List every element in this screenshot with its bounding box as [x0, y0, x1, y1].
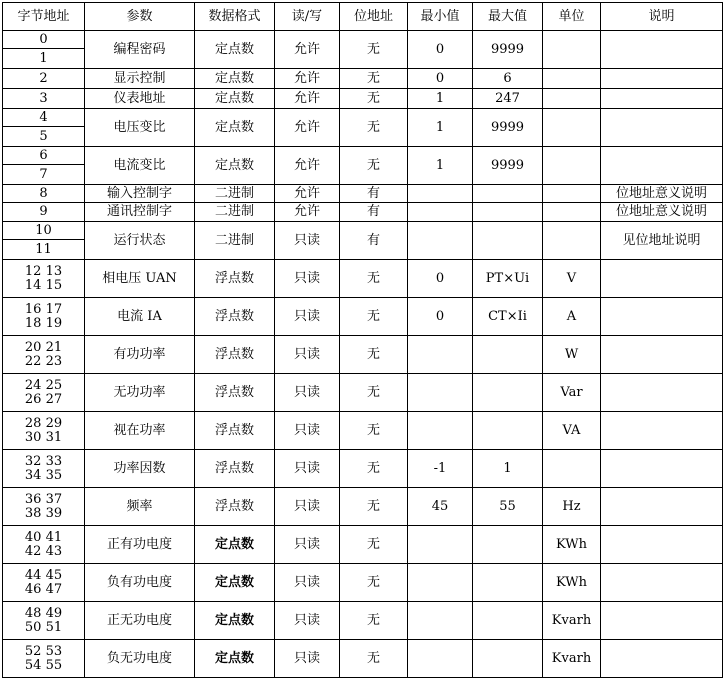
register-table-container — [2, 2, 723, 678]
byte-address-cell — [3, 298, 85, 336]
data-format-cell: 浮点数 — [195, 260, 275, 298]
table-row — [3, 488, 723, 526]
bit-address-cell: 无 — [340, 31, 408, 69]
description-cell — [601, 69, 723, 89]
unit-cell — [543, 203, 601, 222]
parameter-cell: 负有功电度 — [85, 564, 195, 602]
min-value-cell: 1 — [408, 147, 473, 185]
read-write-cell: 允许 — [275, 203, 340, 222]
header-min-value: 最小值 — [408, 3, 473, 31]
byte-address-line: 26 27 — [24, 391, 63, 407]
header-max-value: 最大值 — [473, 3, 543, 31]
header-byte-address: 字节地址 — [3, 3, 85, 31]
parameter-cell: 正无功电度 — [85, 602, 195, 640]
table-row — [3, 89, 723, 109]
table-row — [3, 185, 723, 203]
byte-address-line: 12 13 — [24, 263, 63, 279]
byte-address-cell — [3, 488, 85, 526]
max-value-cell — [473, 185, 543, 203]
byte-address-cell — [3, 374, 85, 412]
byte-address-cell: 2 — [3, 69, 85, 89]
byte-address-line: 22 23 — [24, 353, 63, 369]
max-value-cell — [473, 526, 543, 564]
byte-address-line: 48 49 — [24, 605, 63, 621]
bit-address-cell: 无 — [340, 69, 408, 89]
min-value-cell — [408, 412, 473, 450]
byte-address-cell: 6 — [3, 147, 85, 165]
max-value-cell: 1 — [473, 450, 543, 488]
unit-cell — [543, 185, 601, 203]
data-format-cell: 二进制 — [195, 222, 275, 260]
byte-address-cell: 4 — [3, 109, 85, 127]
read-write-cell: 只读 — [275, 602, 340, 640]
byte-address-line: 30 31 — [24, 429, 63, 445]
max-value-cell — [473, 336, 543, 374]
description-cell — [601, 147, 723, 185]
data-format-cell: 浮点数 — [195, 488, 275, 526]
read-write-cell: 允许 — [275, 69, 340, 89]
data-format-cell: 定点数 — [195, 526, 275, 564]
description-cell — [601, 109, 723, 147]
min-value-cell — [408, 203, 473, 222]
parameter-cell: 正有功电度 — [85, 526, 195, 564]
header-bit-address: 位地址 — [340, 3, 408, 31]
parameter-cell: 频率 — [85, 488, 195, 526]
bit-address-cell: 无 — [340, 564, 408, 602]
max-value-cell — [473, 564, 543, 602]
parameter-cell: 视在功率 — [85, 412, 195, 450]
read-write-cell: 只读 — [275, 640, 340, 678]
description-cell — [601, 526, 723, 564]
description-cell: 位地址意义说明 — [601, 185, 723, 203]
bit-address-cell: 有 — [340, 203, 408, 222]
min-value-cell — [408, 526, 473, 564]
unit-cell: Hz — [543, 488, 601, 526]
parameter-cell: 相电压 UAN — [85, 260, 195, 298]
byte-address-cell: 11 — [3, 240, 85, 260]
min-value-cell: 0 — [408, 31, 473, 69]
max-value-cell: PT×Ui — [473, 260, 543, 298]
table-row — [3, 602, 723, 640]
bit-address-cell: 有 — [340, 185, 408, 203]
description-cell — [601, 564, 723, 602]
header-row — [3, 3, 723, 31]
table-row — [3, 298, 723, 336]
read-write-cell: 只读 — [275, 526, 340, 564]
min-value-cell: -1 — [408, 450, 473, 488]
read-write-cell: 允许 — [275, 147, 340, 185]
bit-address-cell: 无 — [340, 298, 408, 336]
unit-cell: Kvarh — [543, 602, 601, 640]
table-row — [3, 412, 723, 450]
data-format-cell: 定点数 — [195, 89, 275, 109]
byte-address-cell — [3, 640, 85, 678]
data-format-cell: 定点数 — [195, 640, 275, 678]
byte-address-cell — [3, 602, 85, 640]
header-parameter: 参数 — [85, 3, 195, 31]
bit-address-cell: 无 — [340, 602, 408, 640]
min-value-cell — [408, 336, 473, 374]
read-write-cell: 只读 — [275, 374, 340, 412]
byte-address-line: 32 33 — [24, 453, 63, 469]
byte-address-line: 54 55 — [24, 657, 63, 673]
bit-address-cell: 无 — [340, 526, 408, 564]
min-value-cell — [408, 602, 473, 640]
min-value-cell: 1 — [408, 109, 473, 147]
byte-address-cell — [3, 450, 85, 488]
read-write-cell: 只读 — [275, 412, 340, 450]
header-unit: 单位 — [543, 3, 601, 31]
description-cell — [601, 640, 723, 678]
byte-address-line: 14 15 — [24, 277, 63, 293]
min-value-cell: 45 — [408, 488, 473, 526]
max-value-cell: 9999 — [473, 147, 543, 185]
bit-address-cell: 无 — [340, 147, 408, 185]
data-format-cell: 浮点数 — [195, 450, 275, 488]
byte-address-cell: 10 — [3, 222, 85, 240]
parameter-cell: 电流变比 — [85, 147, 195, 185]
max-value-cell — [473, 602, 543, 640]
byte-address-line: 28 29 — [24, 415, 63, 431]
bit-address-cell: 无 — [340, 89, 408, 109]
unit-cell — [543, 89, 601, 109]
read-write-cell: 只读 — [275, 336, 340, 374]
byte-address-cell: 3 — [3, 89, 85, 109]
table-row — [3, 222, 723, 240]
description-cell — [601, 412, 723, 450]
max-value-cell: 9999 — [473, 109, 543, 147]
data-format-cell: 定点数 — [195, 147, 275, 185]
read-write-cell: 允许 — [275, 31, 340, 69]
byte-address-cell — [3, 526, 85, 564]
description-cell — [601, 89, 723, 109]
byte-address-line: 38 39 — [24, 505, 63, 521]
byte-address-line: 50 51 — [24, 619, 63, 635]
byte-address-cell — [3, 412, 85, 450]
max-value-cell — [473, 203, 543, 222]
read-write-cell: 只读 — [275, 260, 340, 298]
max-value-cell: 55 — [473, 488, 543, 526]
read-write-cell: 只读 — [275, 564, 340, 602]
byte-address-cell: 8 — [3, 185, 85, 203]
min-value-cell: 0 — [408, 298, 473, 336]
read-write-cell: 只读 — [275, 450, 340, 488]
bit-address-cell: 无 — [340, 412, 408, 450]
data-format-cell: 定点数 — [195, 602, 275, 640]
unit-cell: VA — [543, 412, 601, 450]
max-value-cell: 247 — [473, 89, 543, 109]
byte-address-line: 40 41 — [24, 529, 63, 545]
header-data-format: 数据格式 — [195, 3, 275, 31]
unit-cell — [543, 450, 601, 488]
byte-address-cell: 1 — [3, 49, 85, 69]
description-cell: 位地址意义说明 — [601, 203, 723, 222]
read-write-cell: 只读 — [275, 488, 340, 526]
data-format-cell: 定点数 — [195, 564, 275, 602]
byte-address-line: 46 47 — [24, 581, 63, 597]
max-value-cell: 6 — [473, 69, 543, 89]
table-row — [3, 69, 723, 89]
min-value-cell — [408, 564, 473, 602]
bit-address-cell: 无 — [340, 336, 408, 374]
parameter-cell: 显示控制 — [85, 69, 195, 89]
max-value-cell — [473, 640, 543, 678]
byte-address-line: 34 35 — [24, 467, 63, 483]
unit-cell: KWh — [543, 526, 601, 564]
min-value-cell — [408, 374, 473, 412]
parameter-cell: 通讯控制字 — [85, 203, 195, 222]
parameter-cell: 负无功电度 — [85, 640, 195, 678]
description-cell: 见位地址说明 — [601, 222, 723, 260]
byte-address-cell: 9 — [3, 203, 85, 222]
max-value-cell — [473, 374, 543, 412]
description-cell — [601, 336, 723, 374]
max-value-cell — [473, 222, 543, 260]
read-write-cell: 允许 — [275, 185, 340, 203]
byte-address-line: 36 37 — [24, 491, 63, 507]
parameter-cell: 运行状态 — [85, 222, 195, 260]
table-row — [3, 260, 723, 298]
data-format-cell: 浮点数 — [195, 374, 275, 412]
table-row — [3, 450, 723, 488]
header-read-write: 读/写 — [275, 3, 340, 31]
byte-address-line: 20 21 — [24, 339, 63, 355]
data-format-cell: 二进制 — [195, 203, 275, 222]
description-cell — [601, 260, 723, 298]
unit-cell: V — [543, 260, 601, 298]
min-value-cell — [408, 185, 473, 203]
read-write-cell: 只读 — [275, 222, 340, 260]
parameter-cell: 仪表地址 — [85, 89, 195, 109]
byte-address-line: 52 53 — [24, 643, 63, 659]
max-value-cell — [473, 412, 543, 450]
register-table — [2, 2, 723, 678]
read-write-cell: 允许 — [275, 89, 340, 109]
bit-address-cell: 无 — [340, 640, 408, 678]
parameter-cell: 编程密码 — [85, 31, 195, 69]
bit-address-cell: 无 — [340, 260, 408, 298]
unit-cell: W — [543, 336, 601, 374]
bit-address-cell: 有 — [340, 222, 408, 260]
unit-cell — [543, 147, 601, 185]
data-format-cell: 浮点数 — [195, 298, 275, 336]
byte-address-line: 16 17 — [24, 301, 63, 317]
min-value-cell — [408, 222, 473, 260]
byte-address-cell: 0 — [3, 31, 85, 49]
read-write-cell: 只读 — [275, 298, 340, 336]
unit-cell — [543, 109, 601, 147]
table-row — [3, 526, 723, 564]
table-row — [3, 374, 723, 412]
unit-cell: KWh — [543, 564, 601, 602]
byte-address-cell: 7 — [3, 165, 85, 185]
max-value-cell: 9999 — [473, 31, 543, 69]
byte-address-line: 24 25 — [24, 377, 63, 393]
byte-address-cell — [3, 564, 85, 602]
byte-address-cell: 5 — [3, 127, 85, 147]
unit-cell — [543, 69, 601, 89]
byte-address-line: 18 19 — [24, 315, 63, 331]
table-row — [3, 31, 723, 49]
description-cell — [601, 450, 723, 488]
min-value-cell — [408, 640, 473, 678]
bit-address-cell: 无 — [340, 374, 408, 412]
table-row — [3, 564, 723, 602]
description-cell — [601, 602, 723, 640]
table-row — [3, 336, 723, 374]
data-format-cell: 二进制 — [195, 185, 275, 203]
bit-address-cell: 无 — [340, 109, 408, 147]
data-format-cell: 浮点数 — [195, 412, 275, 450]
data-format-cell: 定点数 — [195, 109, 275, 147]
parameter-cell: 电流 IA — [85, 298, 195, 336]
unit-cell — [543, 31, 601, 69]
description-cell — [601, 374, 723, 412]
table-row — [3, 640, 723, 678]
data-format-cell: 浮点数 — [195, 336, 275, 374]
unit-cell: Var — [543, 374, 601, 412]
table-row — [3, 109, 723, 127]
parameter-cell: 输入控制字 — [85, 185, 195, 203]
unit-cell: Kvarh — [543, 640, 601, 678]
min-value-cell: 0 — [408, 260, 473, 298]
parameter-cell: 有功功率 — [85, 336, 195, 374]
byte-address-cell — [3, 336, 85, 374]
byte-address-line: 44 45 — [24, 567, 63, 583]
header-description: 说明 — [601, 3, 723, 31]
parameter-cell: 功率因数 — [85, 450, 195, 488]
data-format-cell: 定点数 — [195, 69, 275, 89]
description-cell — [601, 298, 723, 336]
data-format-cell: 定点数 — [195, 31, 275, 69]
min-value-cell: 1 — [408, 89, 473, 109]
description-cell — [601, 488, 723, 526]
table-body — [3, 31, 723, 678]
min-value-cell: 0 — [408, 69, 473, 89]
bit-address-cell: 无 — [340, 450, 408, 488]
byte-address-line: 42 43 — [24, 543, 63, 559]
parameter-cell: 电压变比 — [85, 109, 195, 147]
table-row — [3, 147, 723, 165]
read-write-cell: 允许 — [275, 109, 340, 147]
unit-cell: A — [543, 298, 601, 336]
byte-address-cell — [3, 260, 85, 298]
max-value-cell: CT×Ii — [473, 298, 543, 336]
bit-address-cell: 无 — [340, 488, 408, 526]
description-cell — [601, 31, 723, 69]
parameter-cell: 无功功率 — [85, 374, 195, 412]
unit-cell — [543, 222, 601, 260]
table-row — [3, 203, 723, 222]
